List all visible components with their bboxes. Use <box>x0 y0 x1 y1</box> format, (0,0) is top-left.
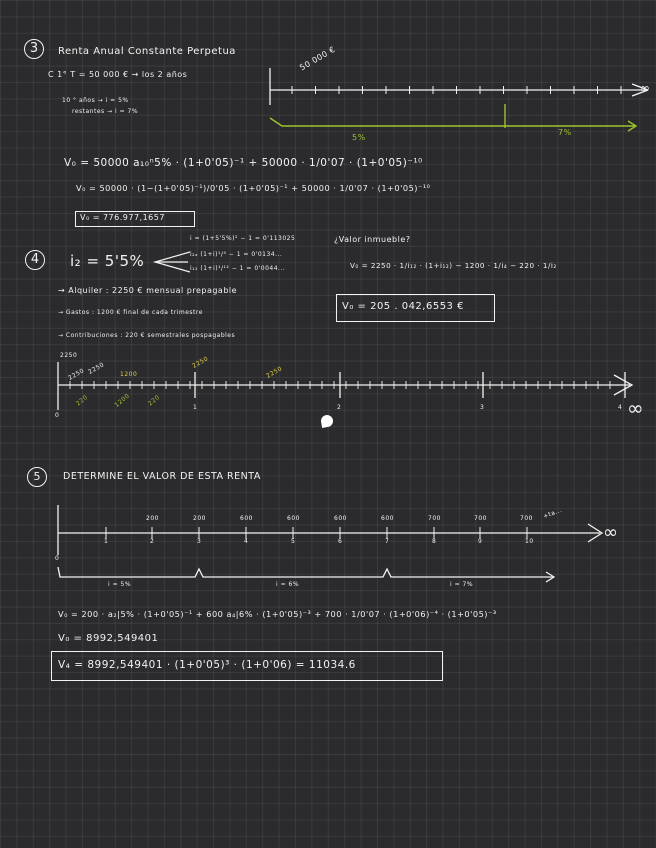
s5-amount-6: 700 <box>428 515 441 522</box>
s4-eq: V₀ = 2250 · 1/i₁₂ · (1+i₁₂) − 1200 · 1/i₄ − 220 · 1/i₂ <box>350 261 557 270</box>
s5-tick-4: 4 <box>244 538 249 545</box>
s5-amount-3: 600 <box>287 515 300 522</box>
s4-tl-label-6: 2250 <box>191 355 210 370</box>
s4-item1: → Alquiler : 2250 € mensual prepagable <box>58 286 238 295</box>
s3-rate-bracket <box>270 118 636 126</box>
s5-amount-0: 200 <box>146 515 159 522</box>
s4-branch3: i₁₂ (1+i)¹/¹² − 1 = 0'0044... <box>190 265 286 272</box>
s4-tick-4: 4 <box>618 404 623 411</box>
s4-tl-label-5: 220 <box>146 393 162 408</box>
s5-tick-8: 8 <box>432 538 437 545</box>
s5-v0: V₀ = 8992,549401 <box>58 633 159 644</box>
s4-tl-label-1: 2250 <box>67 367 86 382</box>
s4-item2: → Gastos : 1200 € final de cada trimestre <box>58 309 203 316</box>
s5-tick-5: 5 <box>291 538 296 545</box>
s5-tick-9: 9 <box>478 538 483 545</box>
s5-amount-1: 200 <box>193 515 206 522</box>
s5-tick-6: 6 <box>338 538 343 545</box>
section-number-3: 3 <box>24 39 44 59</box>
s4-infinity: ∞ <box>627 396 645 420</box>
s5-infinity: ∞ <box>603 522 619 543</box>
s5-title: DETERMINE EL VALOR DE ESTA RENTA <box>63 471 261 482</box>
section-number-5: 5 <box>27 467 47 487</box>
s5-amount-5: 600 <box>381 515 394 522</box>
s3-rate1: 5% <box>352 133 366 142</box>
s4-tl-label-3: 220 <box>74 393 90 408</box>
s3-title: Renta Anual Constante Perpetua <box>58 46 236 57</box>
s4-tl-label-8: 2250 <box>87 361 106 376</box>
s5-rate1: i = 5% <box>108 581 132 588</box>
s4-question: ¿Valor inmueble? <box>334 235 411 244</box>
s4-tick-1: 1 <box>193 404 198 411</box>
s4-rate: i₂ = 5'5% <box>70 252 145 270</box>
s3-top-amount: 50 000 € <box>298 44 337 73</box>
s5-vn: V₄ = 8992,549401 · (1+0'05)³ · (1+0'06) = 11034.6 <box>58 659 356 671</box>
s5-tick-1: 1 <box>104 538 109 545</box>
s4-branch1: i = (1+5'5%)² − 1 = 0'113025 <box>190 235 296 242</box>
s4-branch2: i₂ₐ (1+i)¹/⁴ − 1 = 0'0134... <box>190 251 283 258</box>
s4-tick-0: 0 <box>55 412 60 419</box>
s3-eq1: V₀ = 50000 a₁₀ⁿ5% · (1+0'05)⁻¹ + 50000 · 1/0'07 · (1+0'05)⁻¹⁰ <box>64 157 423 169</box>
s5-eq1: V₀ = 200 · a₂|5% · (1+0'05)⁻¹ + 600 a₄|6% · (1+0'05)⁻³ + 700 · 1/0'07 · (1+0'06)⁻⁴ · (1+0'05)⁻³ <box>58 609 497 619</box>
s3-line2a: 10 ° años → i = 5% <box>62 97 129 104</box>
s4-result: V₀ = 205 . 042,6553 € <box>342 301 464 312</box>
s4-item3: → Contribuciones : 220 € semestrales pospagables <box>58 332 236 339</box>
s3-eq2: V₀ = 50000 · (1−(1+0'05)⁻¹)/0'05 · (1+0'05)⁻¹ + 50000 · 1/0'07 · (1+0'05)⁻¹⁰ <box>76 183 431 193</box>
s5-rate2: i = 6% <box>276 581 300 588</box>
s3-line2b: restantes → i = 7% <box>72 108 139 115</box>
s5-extra: +ta... <box>542 506 564 521</box>
s4-tl-label-0: 2250 <box>60 352 78 359</box>
s3-infinity: ∞ <box>640 81 651 95</box>
s4-tick-2: 2 <box>337 404 342 411</box>
s5-amount-2: 600 <box>240 515 253 522</box>
s3-result: V₀ = 776.977,1657 <box>80 213 165 222</box>
s5-tick-7: 7 <box>385 538 390 545</box>
s5-tick-2: 2 <box>150 538 155 545</box>
s5-zero: 0 <box>55 555 60 562</box>
s3-line1: C 1° T = 50 000 € → los 2 años <box>48 70 188 79</box>
s4-tl-label-7: 2250 <box>265 365 284 380</box>
s4-tl-label-2: 1200 <box>120 371 138 378</box>
s5-rate3: i = 7% <box>450 581 474 588</box>
s5-amount-4: 600 <box>334 515 347 522</box>
s5-amount-7: 700 <box>474 515 487 522</box>
s4-tick-3: 3 <box>480 404 485 411</box>
s4-tl-label-4: 1200 <box>113 392 132 409</box>
section-number-4: 4 <box>25 250 45 270</box>
s5-tick-3: 3 <box>197 538 202 545</box>
s3-rate2: 7% <box>558 128 572 137</box>
s5-tick-10: 10 <box>525 538 534 545</box>
s5-amount-8: 700 <box>520 515 533 522</box>
